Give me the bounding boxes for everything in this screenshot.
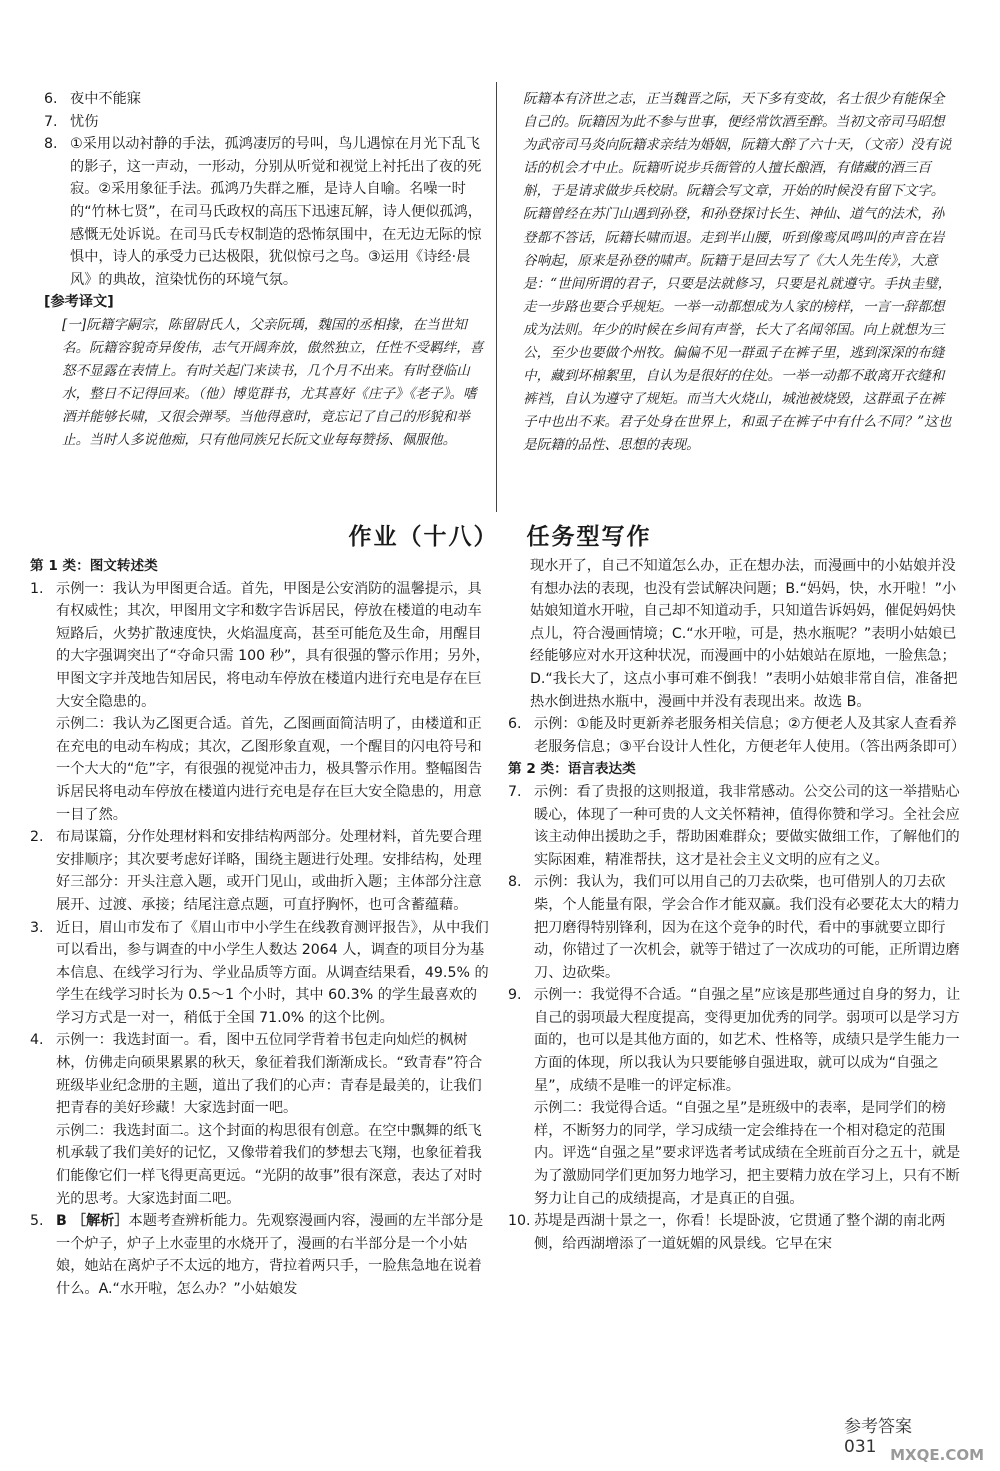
answer-8 bbox=[44, 133, 484, 291]
answer-1-number: 1. bbox=[30, 580, 44, 597]
answer-8-text: ①采用以动衬静的手法，孤鸿凄厉的号叫，鸟儿遇惊在月光下乱飞的影子，这一声动，一形动，分别从听觉和视觉上衬托出了夜的死寂。②采用象征手法。孤鸿乃失群之雁，是诗人自喻。名噪一时的“竹林七贤”，在司马氏政权的高压下迅速瓦解，诗人便似孤鸿，感慨无处诉说。在司马氏专权制造的恐怖氛围中，在无边无际的惊惧中，诗人的承受力已达极限，犹似惊弓之鸟。③运用《诗经·晨风》的典故，渲染忧伤的环境气氛。 bbox=[70, 136, 482, 288]
answer-5-number: 5. bbox=[30, 1213, 44, 1230]
answer-4-number: 4. bbox=[30, 1032, 44, 1049]
answer-9-example-2: 示例二：我觉得合适。“自强之星”是班级中的表率，是同学们的榜样，不断努力的同学，学习成绩一定会维持在一个相对稳定的范围内。评选“自强之星”要求评选者考试成绩在全班前百分之五十，就是为了激励同学们更加努力地学习，把主要精力放在学习上，只有不断努力让自己的成绩提高，才是真正的自强。 bbox=[534, 1100, 961, 1207]
top-right-column bbox=[505, 88, 957, 458]
answer-10-number: 10. bbox=[508, 1213, 531, 1230]
answer-4-example-2: 示例二：我选封面二。这个封面的构思很有创意。在空中飘舞的纸飞机承载了我们美好的记忆，又像带着我们的梦想去飞翔，也象征着我们能像它们一样飞得更高更远。“光阴的故事”很有深意，表达了对时光的思考。大家选封面二吧。 bbox=[56, 1122, 483, 1207]
top-left-column bbox=[44, 88, 484, 453]
page-number: 参考答案 031 bbox=[844, 1417, 912, 1457]
answer-7-text: 忧伤 bbox=[70, 113, 99, 130]
answer-7b-text: 示例：看了贵报的这则报道，我非常感动。公交公司的这一举措贴心暖心，体现了一种可贵的人文关怀精神，值得你赞和学习。全社会应该主动伸出援助之手，帮助困难群众；要做实做细工作，了解他们的实际困难，精准帮扶，这才是社会主义文明的应有之义。 bbox=[534, 783, 960, 868]
answer-6b-number: 6. bbox=[508, 716, 522, 733]
answer-10-text: 苏堤是西湖十景之一，你看！长堤卧波，它贯通了整个湖的南北两侧，给西湖增添了一道妩媚的风景线。它早在宋 bbox=[534, 1213, 946, 1252]
answer-4 bbox=[30, 1029, 490, 1119]
answer-5-tag: B ［解析］ bbox=[56, 1213, 129, 1230]
answer-3-number: 3. bbox=[30, 919, 44, 936]
answer-5-continued: 现水开了，自己不知道怎么办，正在想办法，而漫画中的小姑娘并没有想办法的表现，也没有尝试解决问题；B.“妈妈，快，水开啦！”小姑娘知道水开啦，自己却不知道动手，只知道告诉妈妈，催促妈妈快点儿，符合漫画情境；C.“水开啦，可是，热水瓶呢？”表明小姑娘已经能够应对水开这种状况，而漫画中的小姑娘站在原地，一脸焦急；D.“我长大了，这点小事可难不倒我！”表明小姑娘非常自信，准备把热水倒进热水瓶中，漫画中并没有表现出来。故选 B。 bbox=[530, 558, 958, 710]
answer-8-number: 8. bbox=[44, 136, 58, 153]
answer-3 bbox=[30, 917, 490, 1030]
category-1-heading: 第 1 类：图文转述类 bbox=[30, 558, 158, 574]
answer-8b bbox=[508, 871, 963, 984]
answer-1 bbox=[30, 578, 490, 714]
answer-2 bbox=[30, 826, 490, 916]
section-title-number: 作业（十八） bbox=[348, 524, 499, 550]
bottom-right-column bbox=[508, 555, 966, 1255]
answer-6 bbox=[44, 88, 484, 111]
answer-6b-text: 示例：①能及时更新养老服务相关信息；②方便老人及其家人查看养老服务信息；③平台设计人性化，方便老年人使用。（答出两条即可） bbox=[534, 716, 966, 755]
section-title-topic: 任务型写作 bbox=[526, 524, 652, 550]
page-footer bbox=[844, 1412, 984, 1464]
answer-9 bbox=[508, 984, 963, 1097]
answer-3-text: 近日，眉山市发布了《眉山市中小学生在线教育测评报告》，从中我们可以看出，参与调查的中小学生人数达 2064 人，调查的项目分为基本信息、在线学习行为、学业品质等方面。从调查结果看，49.5% 的学生在线学习时长为 0.5～1 个小时，其中 60.3% 的学生最喜欢的学习方式是一对一，稍低于全国 71.0% 的这个比例。 bbox=[56, 919, 489, 1026]
answer-5-text: 本题考查辨析能力。先观察漫画内容，漫画的左半部分是一个炉子，炉子上水壶里的水烧开了，漫画的右半部分是一个小姑娘，她站在离炉子不太远的地方，背拉着两只手，一脸焦急地在说着什么。A.“水开啦，怎么办？”小姑娘发 bbox=[56, 1213, 484, 1297]
bottom-left-column bbox=[30, 555, 490, 1301]
answer-9-text: 示例一：我觉得不合适。“自强之星”应该是那些通过自身的努力，让自己的弱项最大程度提高，变得更加优秀的同学。弱项可以是学习方面的，也可以是其他方面的，如艺术、性格等，成绩只是学生能力一方面的体现，所以我认为只要能够自强进取，就可以成为“自强之星”，成绩不是唯一的评定标准。 bbox=[534, 987, 961, 1094]
answer-6-number: 6. bbox=[44, 91, 58, 107]
answer-7b bbox=[508, 781, 963, 871]
reference-translation-heading: [参考译文] bbox=[44, 294, 114, 311]
answer-7b-number: 7. bbox=[508, 783, 522, 800]
answer-5-body bbox=[56, 1210, 490, 1300]
answer-9-number: 9. bbox=[508, 987, 522, 1004]
answer-8b-text: 示例：我认为，我们可以用自己的刀去砍柴，也可借别人的刀去砍柴，个人能量有限，学会合作才能双赢。我们没有必要花太大的精力把刀磨得特别锋利，因为在这个竞争的时代，看中的事就要立即行动，你错过了一次机会，就等于错过了一次成功的可能，正所谓边磨刀、边砍柴。 bbox=[534, 874, 960, 981]
answer-4-text: 示例一：我选封面一。看，图中五位同学背着书包走向灿烂的枫树林，仿佛走向硕果累累的秋天，象征着我们渐渐成长。“致青春”符合班级毕业纪念册的主题，道出了我们的心声：青春是最美的，让我们把青春的美好珍藏！大家选封面一吧。 bbox=[56, 1032, 483, 1117]
answer-6b bbox=[508, 713, 966, 758]
answer-5 bbox=[30, 1210, 490, 1300]
answer-8b-number: 8. bbox=[508, 874, 522, 891]
answer-10 bbox=[508, 1210, 963, 1255]
answer-7-number: 7. bbox=[44, 113, 58, 130]
column-divider bbox=[496, 82, 497, 512]
answer-1-example-2: 示例二：我认为乙图更合适。首先，乙图画面简洁明了，由楼道和正在充电的电动车构成；其次，乙图形象直观，一个醒目的闪电符号和一个大大的“危”字，有很强的视觉冲击力，极具警示作用。整幅图告诉居民将电动车停放在楼道内进行充电是存在巨大安全隐患的，用意一目了然。 bbox=[56, 716, 483, 823]
answer-2-number: 2. bbox=[30, 829, 44, 846]
section-title bbox=[0, 518, 1000, 551]
answer-7 bbox=[44, 111, 484, 134]
reference-translation-text: [一]阮籍字嗣宗，陈留尉氏人，父亲阮瑀，魏国的丞相掾，在当世知名。阮籍容貌奇异俊伟，志气开阔奔放，傲然独立，任性不受羁绊，喜怒不显露在表情上。有时关起门来读书，几个月不出来。有时登临山水，整日不记得回来。（他）博览群书，尤其喜好《庄子》《老子》。嗜酒并能够长啸，又很会弹琴。当他得意时，竟忘记了自己的形貌和举止。当时人多说他痴，只有他同族兄长阮文业每每赞扬、佩服他。 bbox=[62, 316, 484, 449]
category-2-heading: 第 2 类：语言表达类 bbox=[508, 761, 636, 778]
answer-2-text: 布局谋篇，分作处理材料和安排结构两部分。处理材料，首先要合理安排顺序；其次要考虑好详略，围绕主题进行处理。安排结构，处理好三部分：开头注意入题，或开门见山，或曲折入题；主体部分注意展开、过渡、承接；结尾注意点题，可直抒胸怀，也可含蓄蕴藉。 bbox=[56, 829, 482, 913]
answer-6-text: 夜中不能寐 bbox=[70, 91, 141, 107]
translation-continued: 阮籍本有济世之志，正当魏晋之际，天下多有变故，名士很少有能保全自己的。阮籍因为此不参与世事，便经常饮酒至醉。当初文帝司马昭想为武帝司马炎向阮籍求亲结为婚姻，阮籍大醉了六十天，（文帝）没有说话的机会才中止。阮籍听说步兵衙管的人擅长酿酒，有储藏的酒三百斛，于是请求做步兵校尉。阮籍会写文章，开始的时候没有留下文字。阮籍曾经在苏门山遇到孙登，和孙登探讨长生、神仙、道气的法术，孙登都不答话，阮籍长啸而退。走到半山腰，听到像鸾凤鸣叫的声音在岩谷响起，原来是孙登的啸声。阮籍于是回去写了《大人先生传》，大意是：“世间所谓的君子，只要是法就修习，只要是礼就遵守。手执圭璧，走一步路也要合乎规矩。一举一动都想成为人家的榜样，一言一辞都想成为法则。年少的时候在乡间有声誉，长大了名闻邻国。向上就想为三公，至少也要做个州牧。偏偏不见一群虱子在裤子里，逃到深深的布缝中，藏到坏棉絮里，自认为是很好的住处。一举一动都不敢离开衣缝和裤裆，自认为遵守了规矩。而当大火烧山，城池被烧毁，这群虱子在裤子中也出不来。君子处身在世界上，和虱子在裤子中有什么不同？”这也是阮籍的品性、思想的表现。 bbox=[523, 91, 952, 454]
site-watermark: MXQE.COM bbox=[890, 1446, 984, 1464]
answer-1-text: 示例一：我认为甲图更合适。首先，甲图是公安消防的温馨提示，具有权威性；其次，甲图用文字和数字告诉居民，停放在楼道的电动车短路后，火势扩散速度快，火焰温度高，甚至可能危及生命，用醒目的大字强调突出了“夺命只需 100 秒”，具有很强的警示作用；另外，甲图文字并茂地告知居民，将电动车停放在楼道内进行充电是存在巨大安全隐患的。 bbox=[56, 580, 490, 710]
